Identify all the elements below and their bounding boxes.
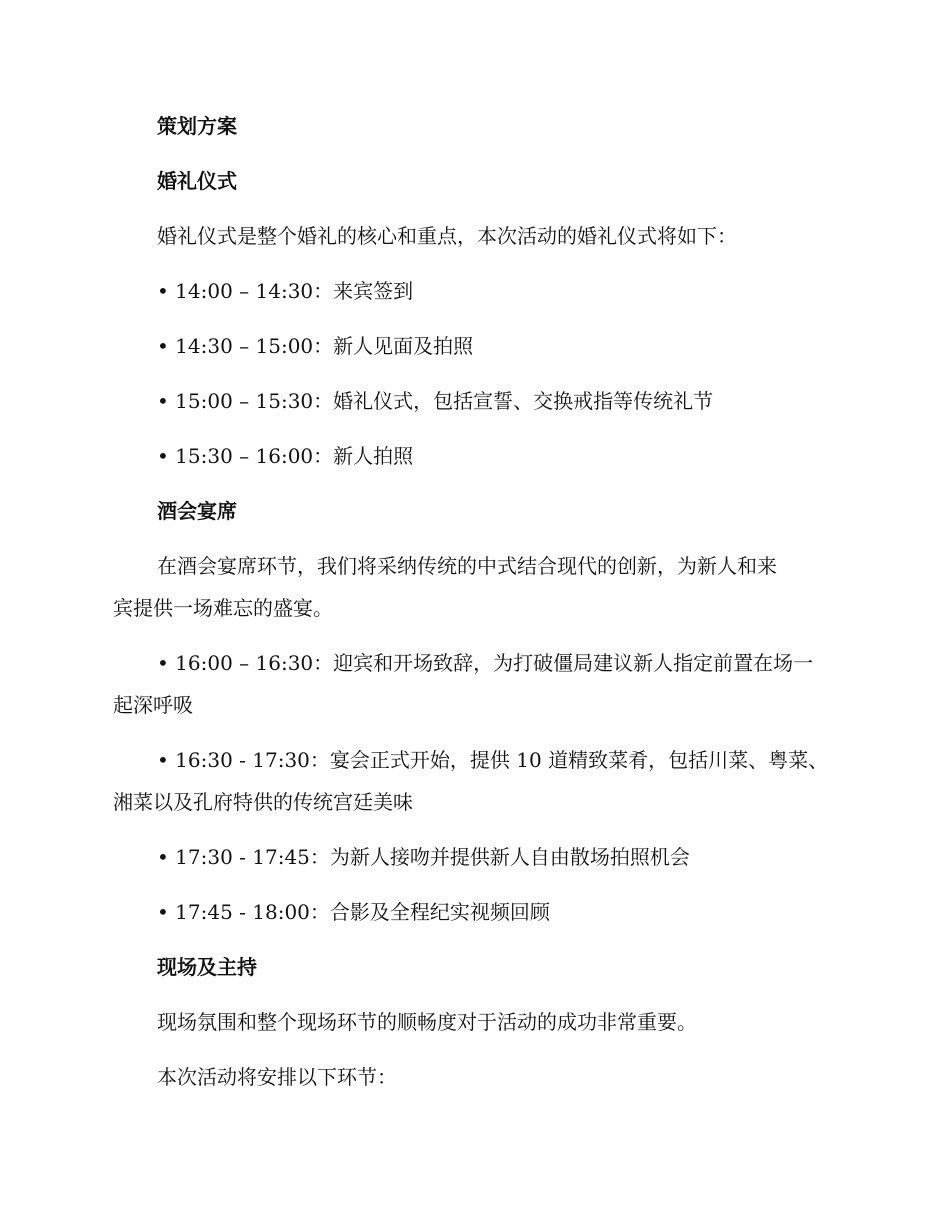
banquet-item-line: 起深呼吸	[113, 693, 193, 717]
ceremony-intro: 婚礼仪式是整个婚礼的核心和重点，本次活动的婚礼仪式将如下：	[157, 224, 737, 248]
banquet-intro-line: 宾提供一场难忘的盛宴。	[113, 596, 333, 620]
ceremony-item: • 15:30 – 16:00：新人拍照	[157, 444, 414, 468]
ceremony-item: • 15:00 – 15:30：婚礼仪式，包括宣誓、交换戒指等传统礼节	[157, 389, 714, 413]
banquet-item-line: • 17:45 - 18:00：合影及全程纪实视频回顾	[157, 900, 550, 924]
host-paragraph: 现场氛围和整个现场环节的顺畅度对于活动的成功非常重要。	[157, 1010, 697, 1034]
host-paragraph: 本次活动将安排以下环节：	[157, 1065, 397, 1089]
banquet-intro-line: 在酒会宴席环节，我们将采纳传统的中式结合现代的创新，为新人和来	[157, 554, 777, 578]
section-heading-host: 现场及主持	[157, 955, 257, 979]
section-heading-ceremony: 婚礼仪式	[157, 169, 237, 193]
section-heading-banquet: 酒会宴席	[157, 499, 237, 523]
banquet-item-line: • 16:00 – 16:30：迎宾和开场致辞，为打破僵局建议新人指定前置在场一	[157, 651, 814, 675]
ceremony-item: • 14:00 – 14:30：来宾签到	[157, 279, 414, 303]
ceremony-item: • 14:30 – 15:00：新人见面及拍照	[157, 334, 474, 358]
banquet-item-line: • 16:30 - 17:30：宴会正式开始，提供 10 道精致菜肴，包括川菜、粤菜、	[157, 748, 829, 772]
banquet-item-line: • 17:30 - 17:45：为新人接吻并提供新人自由散场拍照机会	[157, 845, 690, 869]
document-title: 策划方案	[157, 114, 237, 138]
banquet-item-line: 湘菜以及孔府特供的传统宫廷美味	[113, 790, 413, 814]
